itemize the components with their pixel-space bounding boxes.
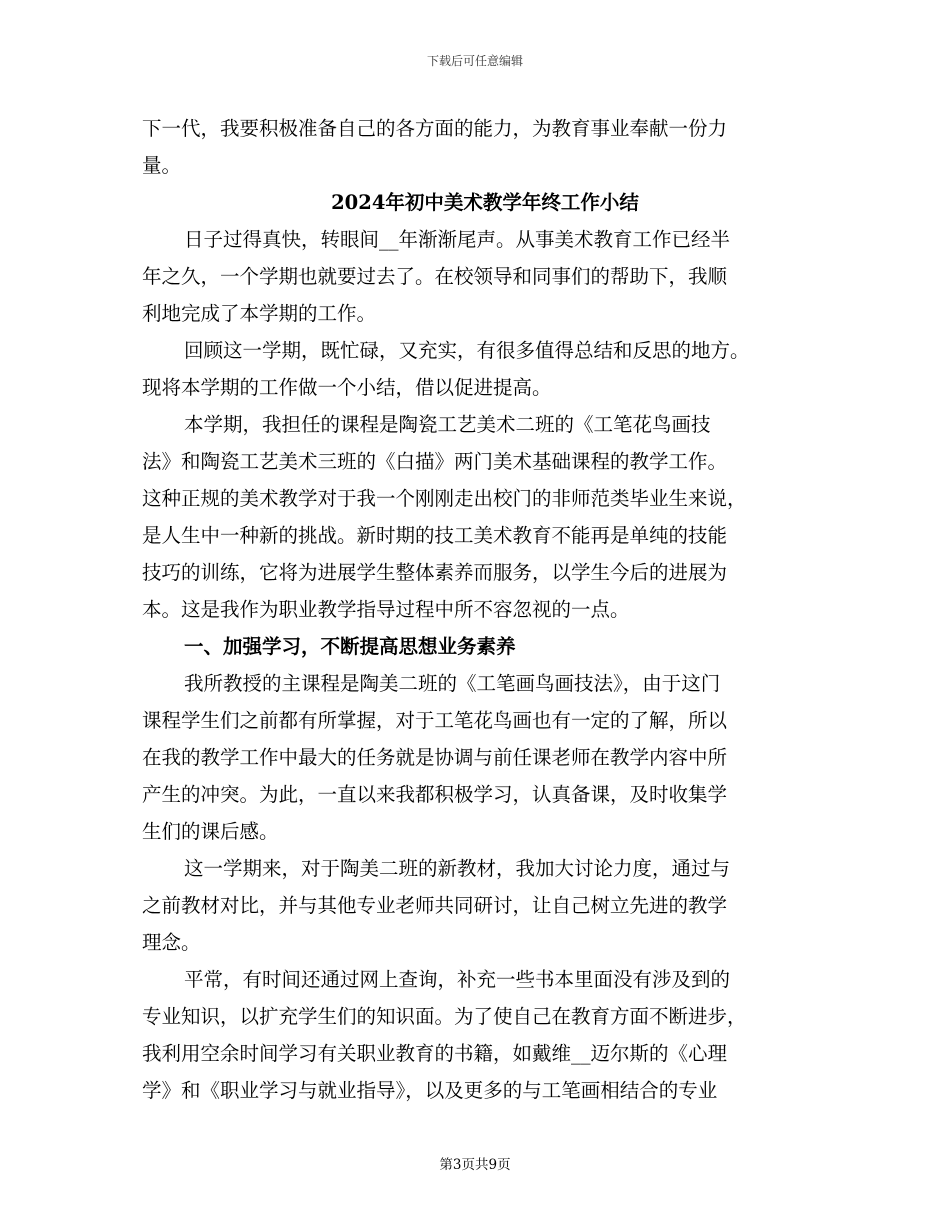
paragraph-line: 生们的课后感。 <box>142 820 279 843</box>
paragraph-line: 平常，有时间还通过网上查询，补充一些书本里面没有涉及到的 <box>184 968 731 991</box>
section-heading: 一、加强学习，不断提高思想业务素养 <box>184 635 516 658</box>
paragraph-line: 学》和《职业学习与就业指导》，以及更多的与工笔画相结合的专业 <box>142 1079 718 1102</box>
document-title: 2024年初中美术教学年终工作小结 <box>331 191 639 214</box>
paragraph-line: 法》和陶瓷工艺美术三班的《白描》两门美术基础课程的教学工作。 <box>142 450 728 473</box>
paragraph-line: 在我的教学工作中最大的任务就是协调与前任课老师在教学内容中所 <box>142 746 728 769</box>
paragraph-line: 理念。 <box>142 931 201 954</box>
document-body <box>142 110 810 1109</box>
paragraph-line: 我利用空余时间学习有关职业教育的书籍，如戴维__迈尔斯的《心理 <box>142 1042 728 1065</box>
paragraph-line: 回顾这一学期，既忙碌，又充实，有很多值得总结和反思的地方。 <box>184 339 750 362</box>
paragraph-line: 这种正规的美术教学对于我一个刚刚走出校门的非师范类毕业生来说， <box>142 487 747 510</box>
paragraph-line: 我所教授的主课程是陶美二班的《工笔画鸟画技法》，由于这门 <box>184 672 721 695</box>
paragraph-line: 这一学期来，对于陶美二班的新教材，我加大讨论力度，通过与 <box>184 857 731 880</box>
paragraph-line: 量。 <box>142 154 182 177</box>
paragraph-line: 本。这是我作为职业教学指导过程中所不容忽视的一点。 <box>142 598 630 621</box>
paragraph-line: 本学期，我担任的课程是陶瓷工艺美术二班的《工笔花鸟画技 <box>184 413 711 436</box>
paragraph-line: 课程学生们之前都有所掌握，对于工笔花鸟画也有一定的了解，所以 <box>142 709 728 732</box>
paragraph-line: 日子过得真快，转眼间__年渐渐尾声。从事美术教育工作已经半 <box>184 228 731 251</box>
paragraph-line: 利地完成了本学期的工作。 <box>142 302 377 325</box>
paragraph-line: 现将本学期的工作做一个小结，借以促进提高。 <box>142 376 552 399</box>
paragraph-line: 专业知识，以扩充学生们的知识面。为了使自己在教育方面不断进步， <box>142 1005 747 1028</box>
paragraph-line: 是人生中一种新的挑战。新时期的技工美术教育不能再是单纯的技能 <box>142 524 728 547</box>
paragraph-line: 下一代，我要积极准备自己的各方面的能力，为教育事业奉献一份力 <box>142 117 728 140</box>
paragraph-line: 产生的冲突。为此，一直以来我都积极学习，认真备课，及时收集学 <box>142 783 728 806</box>
paragraph-line: 年之久，一个学期也就要过去了。在校领导和同事们的帮助下，我顺 <box>142 265 728 288</box>
paragraph-line: 技巧的训练，它将为进展学生整体素养而服务，以学生今后的进展为 <box>142 561 728 584</box>
page-header: 下载后可任意编辑 <box>426 54 523 68</box>
page-footer: 第3页共9页 <box>439 1157 511 1173</box>
paragraph-line: 之前教材对比，并与其他专业老师共同研讨，让自己树立先进的教学 <box>142 894 728 917</box>
